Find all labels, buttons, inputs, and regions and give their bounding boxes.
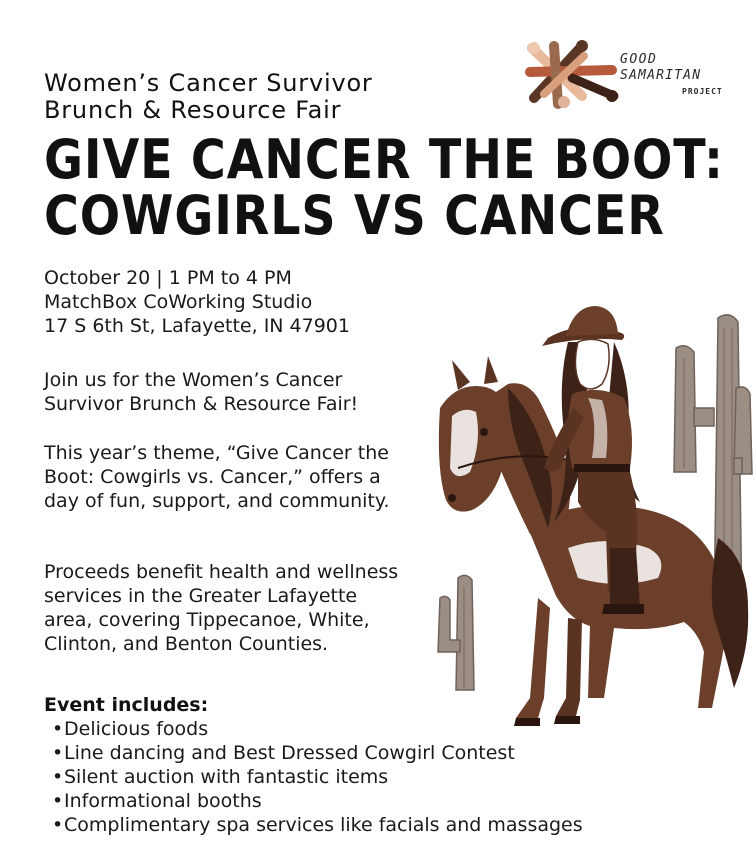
headline-line-1: GIVE CANCER THE BOOT: — [44, 128, 724, 191]
joined-hands-icon — [524, 38, 620, 110]
subtitle-line-1: Women’s Cancer Survivor — [44, 69, 373, 97]
intro-paragraph: Join us for the Women’s Cancer Survivor Brunch & Resource Fair! — [44, 369, 359, 415]
cowgirl-on-horse-illustration — [418, 298, 756, 728]
subtitle-line-2: Brunch & Resource Fair — [44, 96, 342, 124]
event-subtitle — [44, 70, 373, 124]
proceeds-paragraph: Proceeds benefit health and wellness services in the Greater Lafayette area, covering Tippecanoe, White, Clinton, and Benton Counties. — [44, 561, 399, 655]
logo-line-good: GOOD — [620, 52, 658, 67]
event-address: 17 S 6th St, Lafayette, IN 47901 — [44, 315, 350, 337]
includes-heading: Event includes: — [44, 694, 209, 716]
headline-line-2: COWGIRLS VS CANCER — [44, 184, 665, 247]
list-item: • Line dancing and Best Dressed Cowgirl Contest — [44, 741, 583, 765]
event-details — [44, 266, 350, 338]
event-headline — [44, 128, 724, 247]
logo-line-project: PROJECT — [682, 87, 723, 96]
event-date-time: October 20 | 1 PM to 4 PM — [44, 267, 292, 289]
list-item: • Informational booths — [44, 789, 583, 813]
list-item: • Complimentary spa services like facials and massages — [44, 813, 583, 837]
logo-line-samaritan: SAMARITAN — [620, 68, 702, 83]
list-item: • Delicious foods — [44, 717, 583, 741]
event-venue: MatchBox CoWorking Studio — [44, 291, 313, 313]
good-samaritan-logo — [524, 38, 724, 110]
logo-wordmark — [620, 52, 723, 100]
includes-list — [44, 717, 583, 837]
theme-paragraph: This year’s theme, “Give Cancer the Boot: Cowgirls vs. Cancer,” offers a day of fun, support, and community. — [44, 442, 390, 512]
list-item: • Silent auction with fantastic items — [44, 765, 583, 789]
